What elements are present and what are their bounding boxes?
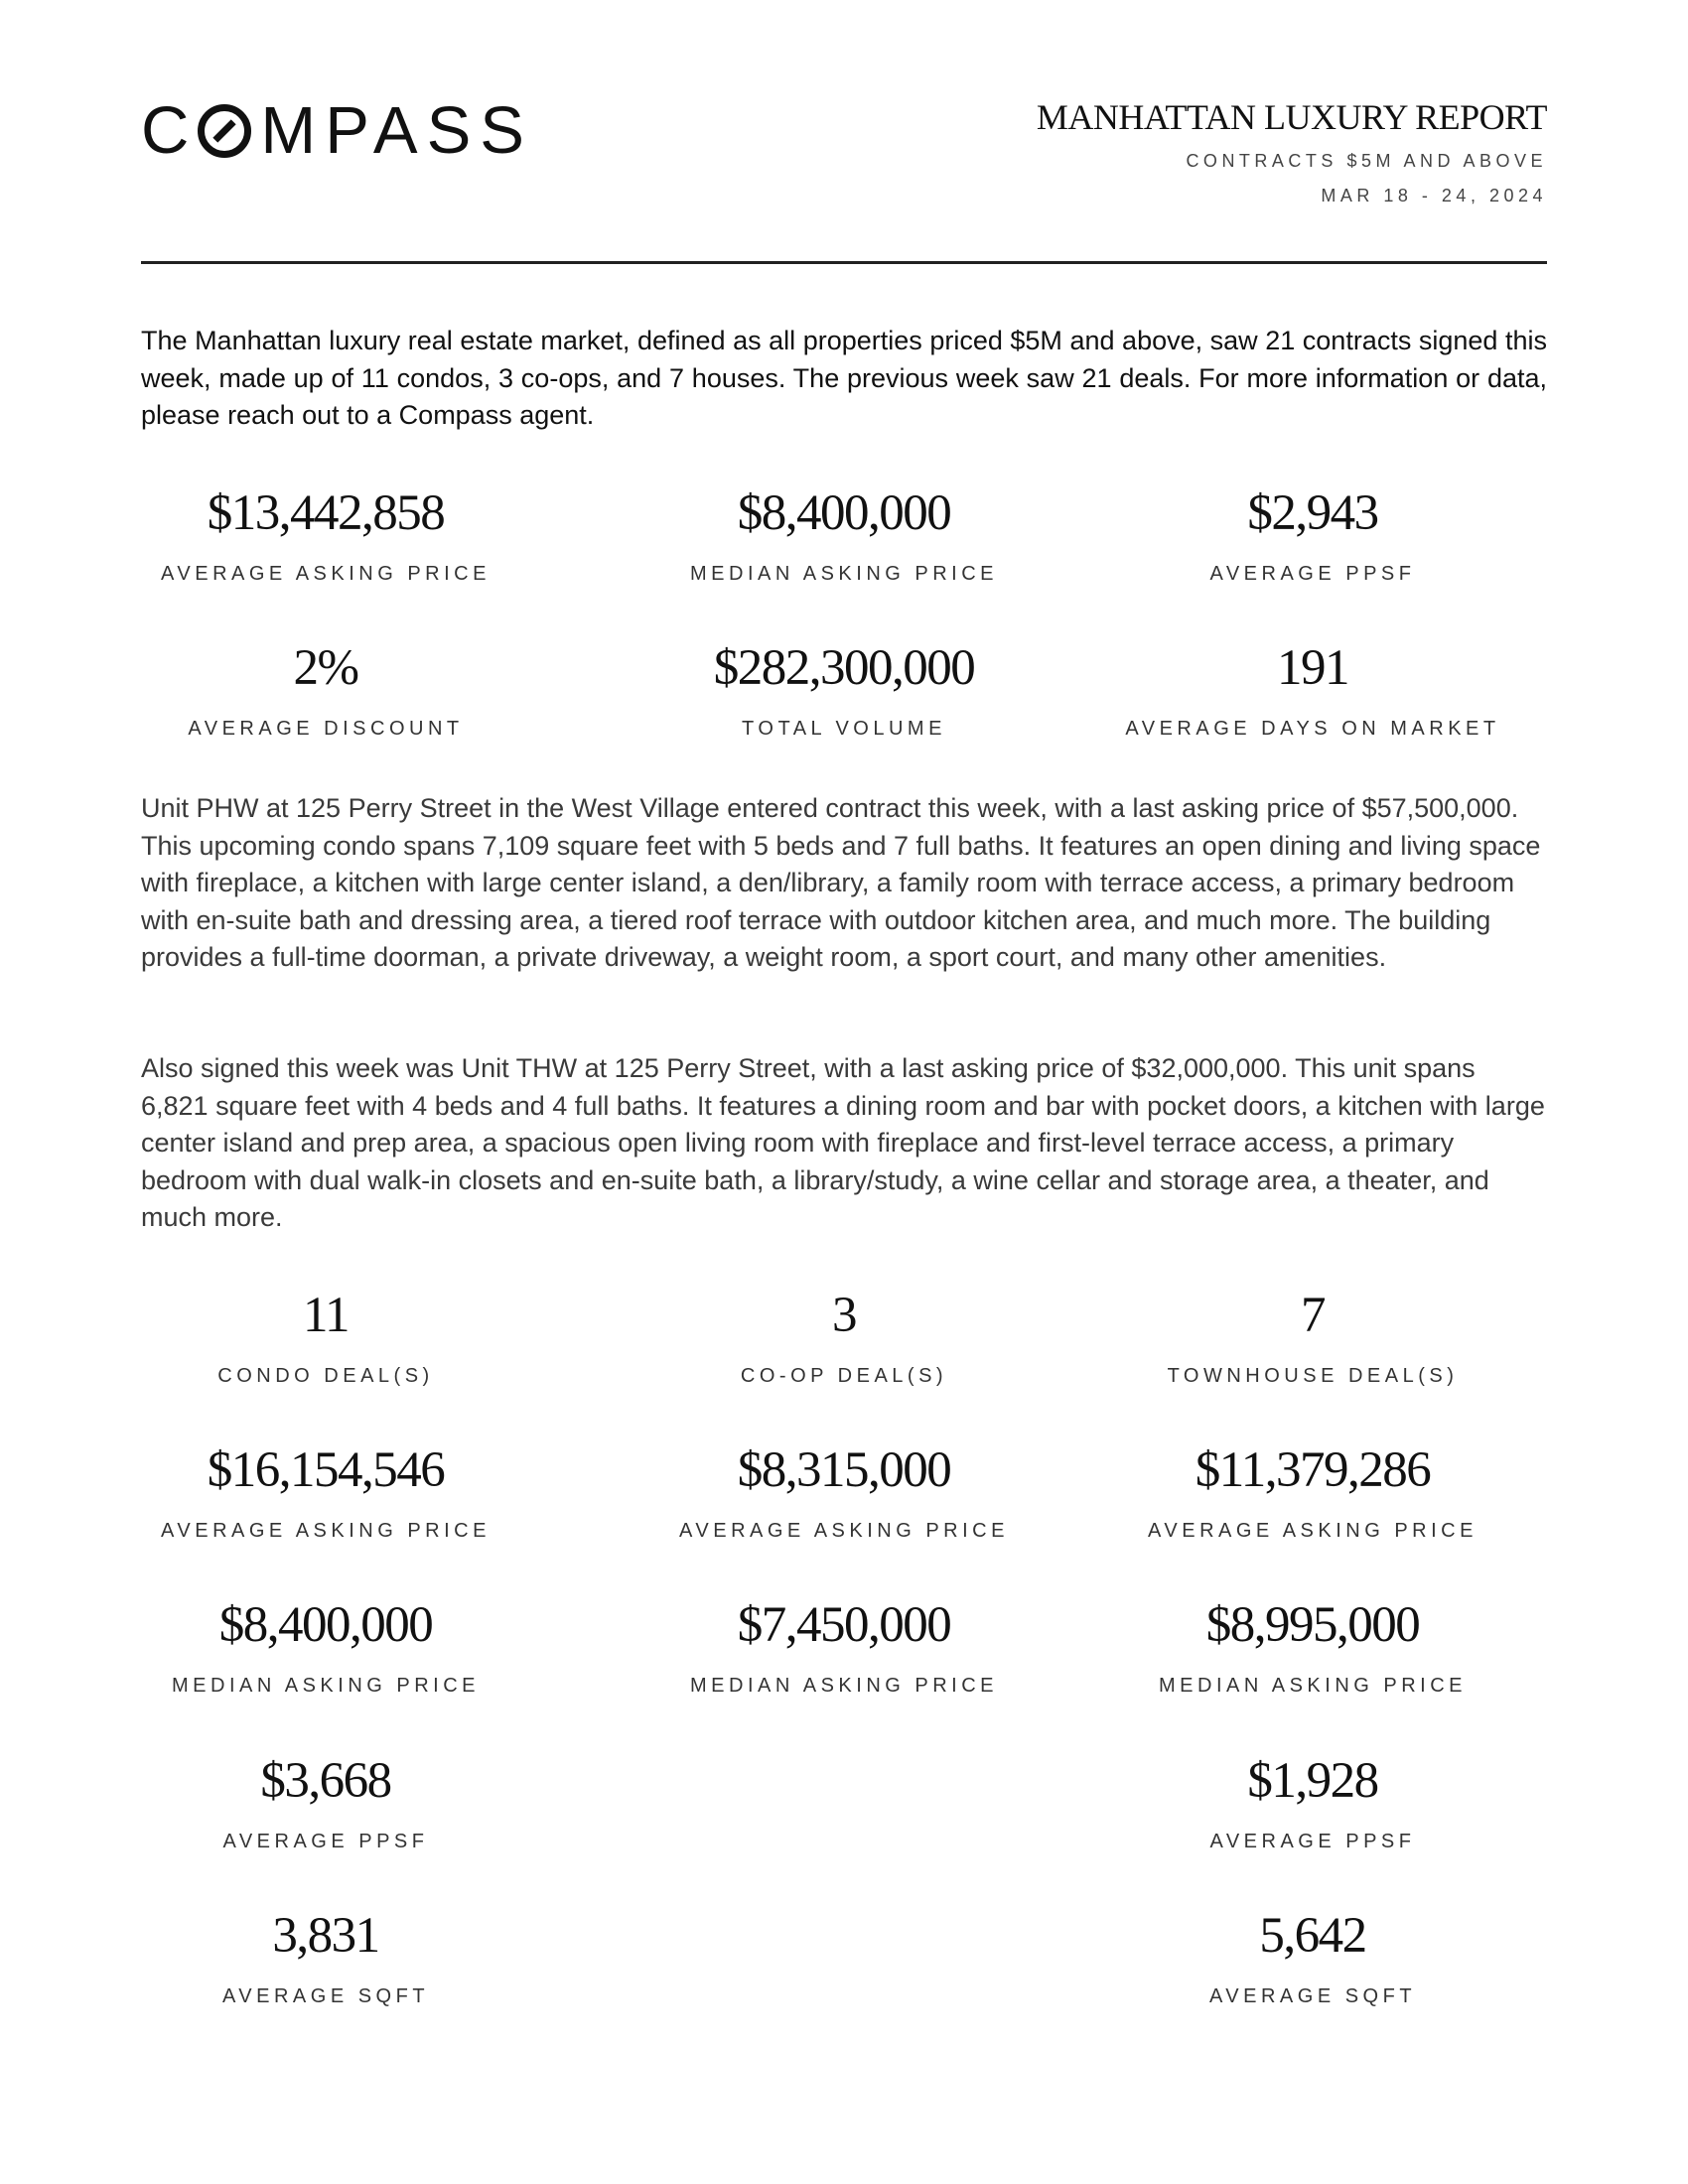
stat-value: 191 — [1277, 640, 1348, 696]
report-page — [141, 0, 1547, 2184]
stat-label: MEDIAN ASKING PRICE — [1159, 1675, 1467, 1697]
segment-median-ask-row — [141, 1597, 1547, 1719]
coop-median-asking-price — [610, 1597, 1078, 1697]
stat-value: $2,943 — [1247, 485, 1378, 541]
stat-label: AVERAGE ASKING PRICE — [679, 1520, 1009, 1542]
stat-label: TOWNHOUSE DEAL(S) — [1167, 1365, 1459, 1387]
stat-label: AVERAGE ASKING PRICE — [161, 1520, 491, 1542]
townhouse-median-asking-price — [1078, 1597, 1547, 1697]
stat-median-asking-price — [610, 485, 1078, 585]
stat-total-volume — [610, 640, 1078, 740]
coop-deals — [610, 1288, 1078, 1387]
stat-label: AVERAGE DAYS ON MARKET — [1125, 718, 1500, 740]
report-date-range: MAR 18 - 24, 2024 — [1321, 186, 1547, 205]
stat-value: $1,928 — [1247, 1753, 1378, 1809]
report-header — [1037, 99, 1547, 205]
condo-median-asking-price — [91, 1597, 560, 1697]
compass-logo — [141, 93, 533, 168]
townhouse-average-ppsf — [1078, 1753, 1547, 1852]
stat-value: $13,442,858 — [207, 485, 445, 541]
stat-average-discount — [91, 640, 560, 740]
townhouse-average-asking-price — [1078, 1442, 1547, 1542]
stat-value: $8,315,000 — [737, 1442, 951, 1498]
stat-label: AVERAGE SQFT — [1208, 1985, 1417, 2007]
stat-label: MEDIAN ASKING PRICE — [172, 1675, 480, 1697]
stat-label: MEDIAN ASKING PRICE — [690, 563, 998, 585]
summary-stats-row-2 — [141, 640, 1547, 762]
coop-average-asking-price — [610, 1442, 1078, 1542]
segment-ppsf-row — [141, 1753, 1547, 1875]
stat-label: AVERAGE ASKING PRICE — [161, 563, 491, 585]
condo-average-asking-price — [91, 1442, 560, 1542]
condo-average-sqft — [91, 1908, 560, 2007]
stat-label: AVERAGE DISCOUNT — [188, 718, 464, 740]
report-title: MANHATTAN LUXURY REPORT — [1036, 97, 1547, 137]
stat-value: $282,300,000 — [713, 640, 975, 696]
summary-stats-row-1 — [141, 485, 1547, 608]
stat-value: 3 — [832, 1288, 856, 1343]
stat-label: MEDIAN ASKING PRICE — [690, 1675, 998, 1697]
stat-label: CO-OP DEAL(S) — [740, 1365, 948, 1387]
stat-label: AVERAGE PPSF — [1209, 563, 1416, 585]
logo-letters-mpass: MPASS — [260, 93, 533, 168]
report-subtitle: CONTRACTS $5M AND ABOVE — [1186, 151, 1547, 171]
segment-deals-row — [141, 1288, 1547, 1410]
segment-avg-ask-row — [141, 1442, 1547, 1565]
stat-value: $8,400,000 — [737, 485, 951, 541]
stat-value: 7 — [1301, 1288, 1325, 1343]
highlight-paragraph-1: Unit PHW at 125 Perry Street in the West Village entered contract this week, with a last asking price of $57,500,000. This upcoming condo spans 7,109 square feet with 5 beds and 7 full baths. It features an open dining and living space with fireplace, a kitchen with large center island, a den/library, a family room with terrace access, a primary bedroom with en-suite bath and dressing area, a tiered roof terrace with outdoor kitchen area, and much more. The building provides a full-time doorman, a private driveway, a weight room, a sport court, and many other amenities. — [141, 793, 1541, 972]
stat-label: AVERAGE PPSF — [222, 1831, 429, 1852]
stat-value: 2% — [293, 640, 358, 696]
stat-average-days-on-market — [1078, 640, 1547, 740]
logo-letter-c: C — [141, 93, 199, 168]
townhouse-average-sqft — [1078, 1908, 1547, 2007]
stat-label: TOTAL VOLUME — [742, 718, 946, 740]
condo-deals — [91, 1288, 560, 1387]
stat-value: $3,668 — [260, 1753, 391, 1809]
condo-average-ppsf — [91, 1753, 560, 1852]
stat-label: AVERAGE ASKING PRICE — [1148, 1520, 1477, 1542]
townhouse-deals — [1078, 1288, 1547, 1387]
stat-value: $7,450,000 — [737, 1597, 951, 1653]
stat-label: CONDO DEAL(S) — [217, 1365, 434, 1387]
stat-value: $8,400,000 — [218, 1597, 433, 1653]
stat-value: 11 — [302, 1288, 350, 1343]
intro-paragraph: The Manhattan luxury real estate market, defined as all properties priced $5M and above, saw 21 contracts signed this week, made up of 11 condos, 3 co-ops, and 7 houses. The previous week saw 21 deals. For more information or data, please reach out to a Compass agent. — [141, 326, 1547, 430]
stat-value: 5,642 — [1259, 1908, 1366, 1964]
stat-value: 3,831 — [272, 1908, 379, 1964]
stat-average-ppsf — [1078, 485, 1547, 585]
stat-value: $8,995,000 — [1205, 1597, 1420, 1653]
stat-value: $11,379,286 — [1195, 1442, 1431, 1498]
highlight-paragraph-2: Also signed this week was Unit THW at 125 Perry Street, with a last asking price of $32,000,000. This unit spans 6,821 square feet with 4 beds and 4 full baths. It features a dining room and bar with pocket doors, a kitchen with large center island and prep area, a spacious open living room with fireplace and first-level terrace access, a primary bedroom with dual walk-in closets and en-suite bath, a library/study, a wine cellar and storage area, a theater, and much more. — [141, 1053, 1545, 1232]
header-divider — [141, 261, 1547, 264]
stat-average-asking-price — [91, 485, 560, 585]
stat-label: AVERAGE PPSF — [1209, 1831, 1416, 1852]
compass-o-icon — [198, 104, 251, 158]
stat-label: AVERAGE SQFT — [221, 1985, 430, 2007]
stat-value: $16,154,546 — [207, 1442, 445, 1498]
segment-sqft-row — [141, 1908, 1547, 2030]
